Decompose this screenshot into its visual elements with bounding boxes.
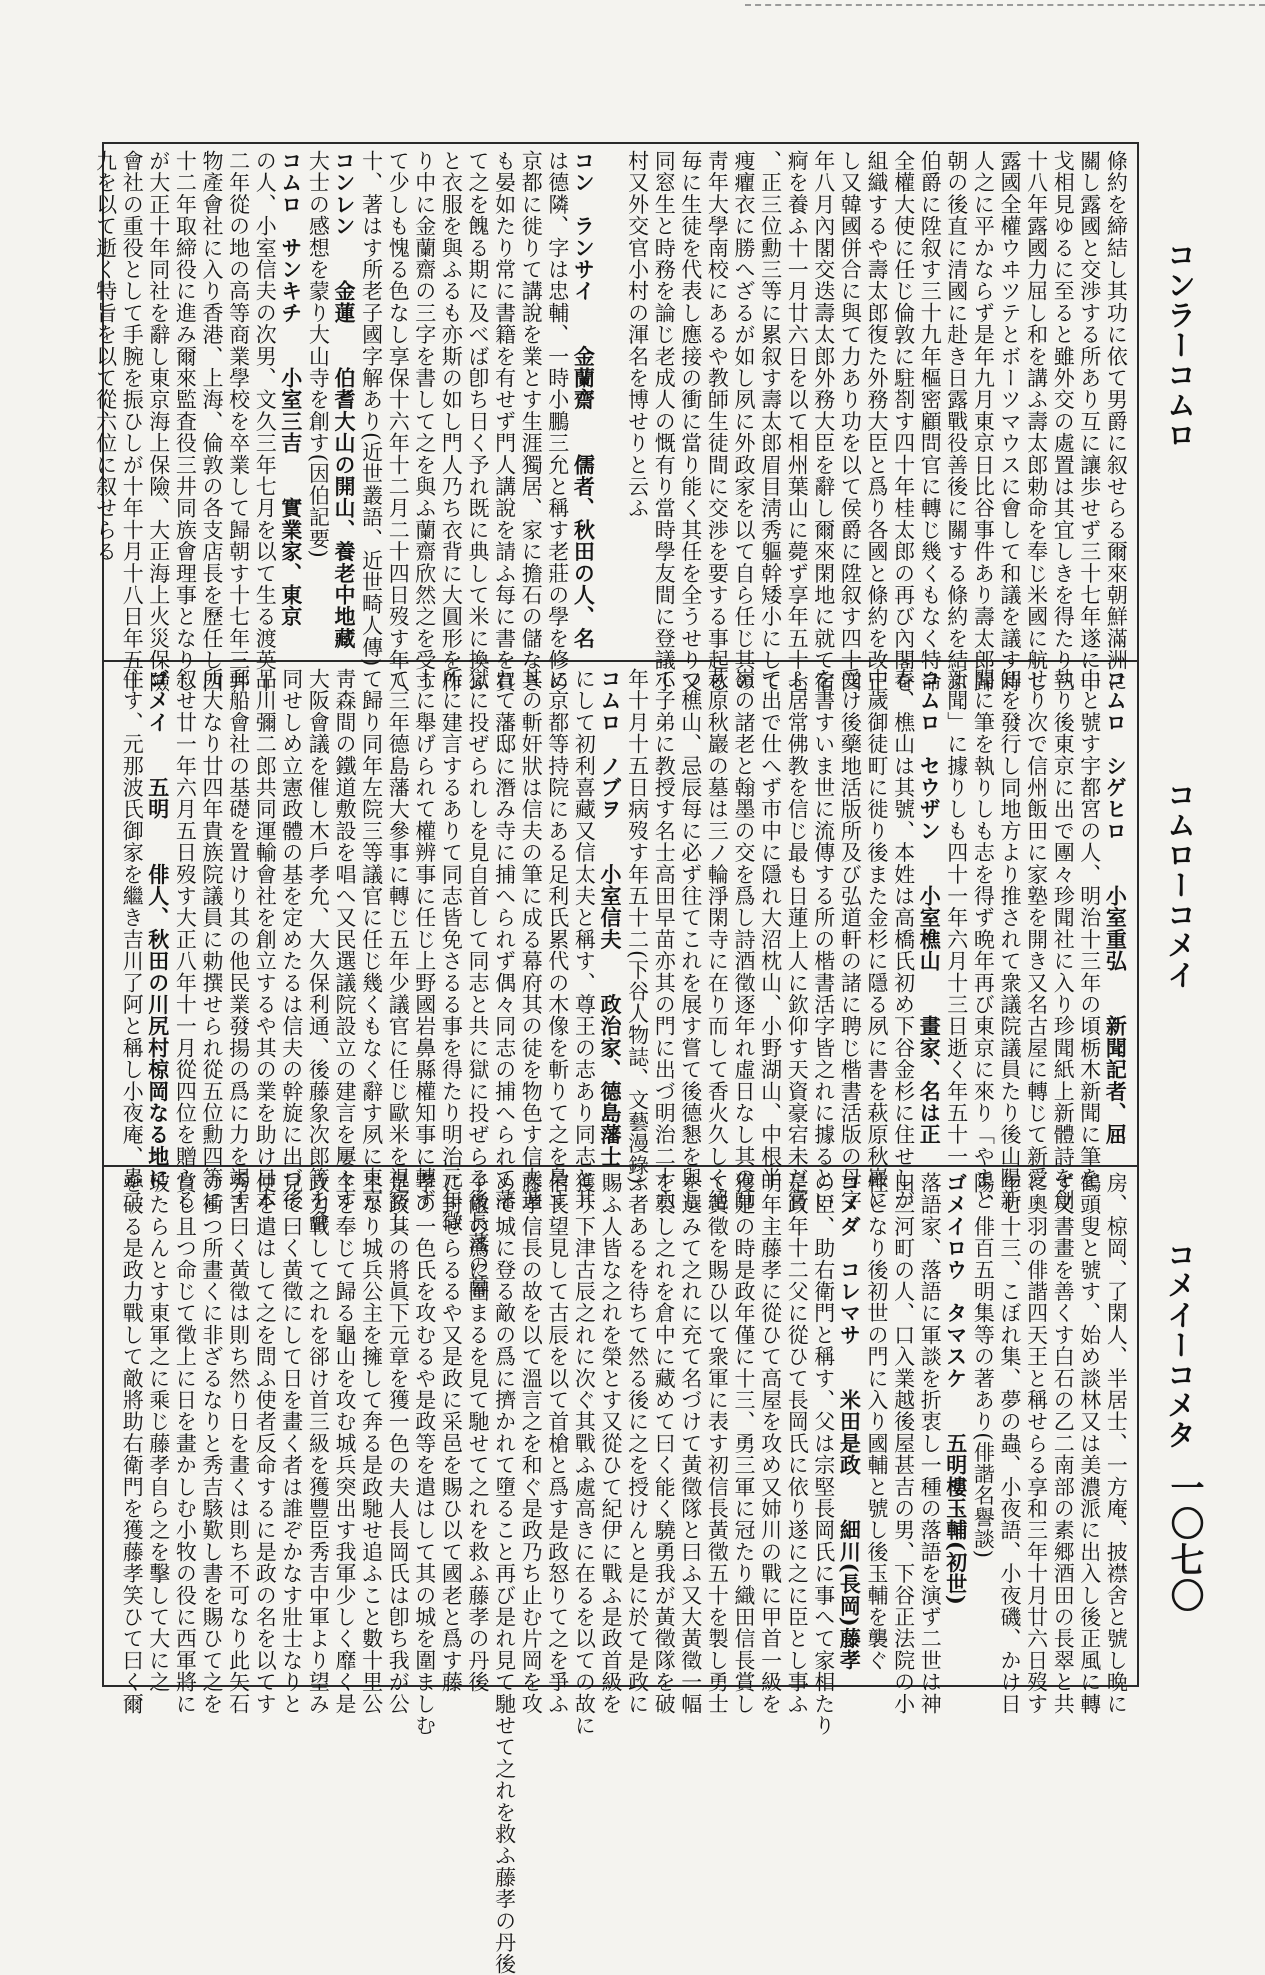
text-column: 賞し且つ命じて徵上に日を畫かしむ小牧の役に西軍將に [173,1172,198,1715]
text-column: 萩原秋巖の墓は三ノ輪淨閑寺に在り而して香火久しく絕 [705,668,730,1211]
text-column: れて藩邸に潛み寺に捕へられず偶々同志の捕へられて藩 [492,668,517,1211]
text-column: 玻たらんとす東軍之に乘じ藤孝自ら之を擊して大に之 [146,1172,171,1693]
text-column: 信長望見して古辰を以て首槍と爲す是政怒りて之を爭ふ [545,1172,570,1715]
entry-heading: コンレン 金蓮 伯耆大山の開山、養老中地藏 [332,150,357,650]
text-column: 鶴頭叟と號す、始め談林又は美濃派に出入し後正風に轉 [1077,1172,1102,1715]
running-head-1: コンラーコムロ [1163,240,1197,450]
text-column: 會社の重役として手腕を振ひしが十年十月十八日年五十 [120,150,145,693]
text-column: 政力戰して之れを郤け首三級を獲豐臣秀吉中軍より望み [306,1172,331,1715]
text-column: せり次で信州飯田に家塾を開き又名古屋に轉じて新愛 [1024,668,1049,1189]
text-column: 主を奉じて歸る龜山を攻む城兵突出す我軍少しく靡く是 [333,1172,357,1715]
text-column: 叙せ廿一年六月五日歿す大正八年十一月從四位を贈らる [173,668,198,1211]
text-column: 田三河町の人、口入業越後屋甚吉の男、下谷正法院の小 [891,1172,916,1715]
text-column: て三年德島藩大參事に轉じ五年少議官に任じ歐米を視察し [386,668,411,1233]
text-column: 年七十三、こぼれ集、夢の蟲、小夜語、小夜磯、かけ日 [998,1172,1022,1715]
text-column: し又韓國併合に與て力あり功を以て侯爵に陞叙す四十四 [838,150,863,693]
text-column: て出で仕へず市中に隱れ大沼枕山、小野湖山、中根半 [758,668,783,1189]
text-column: 藤孝信長の故を以て溫言之を和ぐ是政乃ち止む片岡を攻 [519,1172,544,1715]
text-column: 明年主藤孝に從ひて高屋を攻め又姉川の戰に甲首一級を [758,1172,783,1715]
text-column: 孝の一色氏を攻むるや是政等を遣はして其の城を圍ましむ [412,1172,437,1737]
band-upper [93,150,1129,693]
text-column: 落語家、落語に軍談を折衷し一種の落語を演ず二世は神 [918,1172,943,1715]
text-column: 關し露國と交渉する所あり互に讓歩せず三十七年遂に干 [1077,150,1102,693]
text-column: 執り後東京に出で團々珍聞社に入り珍聞紙上新體詩を創 [1051,668,1076,1211]
text-column: つ樵山、忌辰每に必ず往てこれを展す嘗て後德懇を與し [678,668,703,1211]
text-column: 嶺の諸老と翰墨の交を爲し詩酒徵逐年れ虛日なし其の師 [732,668,756,1211]
text-column: 物產會社に入り香港、上海、倫敦の各支店長を歷任し四 [200,150,224,693]
text-column: て之を餽る期に及べば卽ち日く予れ既に典して米に換ふ [466,150,490,693]
text-column: が大正十年同社を辭し東京海上保險、大正海上火災保險 [146,150,171,693]
entry-heading: コムロ シゲヒロ 小室重弘 新聞記者、屈 [1103,668,1129,1146]
text-column: 知を發行し同地方より推されて衆議院議員たり後山陽新 [998,668,1022,1211]
text-column: 房、椋岡、了閑人、半居士、一方庵、披襟舍と號し晩に [1104,1172,1129,1715]
text-column: 二年從の地の高等商業學校を卒業して歸朝す十七年三井 [226,150,251,693]
text-column: 十二年取締役に進み爾來監査役三井同族會理事となりし [173,150,198,693]
text-column: に京都等持院にある足利氏累代の木像を斬りて之を梟す [545,668,570,1211]
text-column: 靑森間の鐵道敷設を唱へ又民選議院設立の建言を屢々す [333,668,357,1211]
text-column: 村又外交官小村の渾名を博せりと云ふ [625,150,650,519]
entry-heading: コン ランサイ 金蘭齋 儒者、秋田の人、名 [571,150,597,650]
text-column: めて城に登る敵の爲に擠かれて墮ること再び是れ見て馳せて之れを救ふ藤孝の丹後 [492,1172,517,1975]
text-column: を製し之れを倉中に藏めて曰く能く驍勇我が黃徵隊を破 [652,1172,677,1715]
text-column: 戈相見ゆるに至ると雖外交の處置は其宜しきを得たり三 [1051,150,1076,693]
text-column: 伯爵に陞叙す三十九年樞密顧問官に轉じ幾くもなく特命 [918,150,943,693]
text-column: 賜ふ人皆な之れを榮とす又從ひて紀伊に戰ふ是政首級を [599,1172,623,1715]
text-column: 人之に平かならず是年九月東京日比谷事件あり壽太郎歸 [971,150,996,693]
entry-heading: コムロ ノブヲ 小室信夫 政治家、德島藩士 [598,668,623,1168]
text-column: 所に建言するありて同志皆免さるる事を得たり明治元年徵 [439,668,464,1233]
text-column: 新聞」に據りしも四十一年六月十三日逝く年五十一 [944,668,969,1168]
text-column: て歸り同年左院三等議官に任じ幾くもなく辭す夙に東京 [359,668,384,1211]
text-column: 組織するや壽太郎復た外務大臣と爲り各國と條約を改正 [865,150,889,693]
text-column: 陽、俳百五明集等の著あり(俳諧名譽談) [971,1172,996,1559]
text-column: 靑年大學南校にあるや教師生徒間に交渉を要する事起る [705,150,730,693]
text-column: 年十月十五日病歿す年五十二(下谷人物誌、文藝漫錄) [625,668,650,1185]
text-column: 秀吉曰く黃徵は則ち然り日を畫くは則ち不可なり此矢石 [226,1172,251,1715]
text-column: 條約を締結し其功に依て男爵に叙せらる爾來朝鮮滿洲に [1104,150,1129,693]
band-lower [112,1172,1129,1975]
text-column: て少しも愧る色なし享保十六年十二月二十四日歿す年八 [386,150,411,693]
text-column: も晏如たり常に書籍を有せず門人講說を請ふ每に書を買 [492,150,517,693]
entry-heading: コメダ コレマサ 米田是政 細川(長岡)藤孝 [837,1172,863,1671]
text-column: 九を以て逝く特旨を以て從六位に叙せらる [93,150,118,563]
text-column: 同せしめ立憲政體の基を定めたるは信夫の幹旋に出づ後 [279,668,304,1211]
text-column: 子敵の爲に圍まるを見て馳せて之れを救ふ藤孝の丹後 [466,1172,490,1693]
text-column: に封ぜらるるや又是政に采邑を賜ひ以て國老と爲す藤 [439,1172,464,1693]
text-column: 毎に生徒を代表し應接の衝に當り能く其任を全うせり又 [678,150,703,693]
text-column: ふ居常佛教を信じ最も日蓮上人に欽仰す天資豪宕未だ嘗 [785,668,810,1211]
text-column: と衣服を與ふるも亦斯の如し門人乃ち衣背に大圓形を作 [439,150,464,693]
entry-heading: ゴメイロウ タマスケ 五明樓玉輔(初世) [943,1172,969,1606]
text-column: 見て曰く黃徵にして日を畫く者は誰ぞかなす壯士なりと [279,1172,304,1715]
text-column: て子弟に教授す名士高田早苗亦其の門に出づ明治二十六 [652,668,677,1211]
text-column: を選みて之れに充て名づけて黃徵隊と曰ふ又大黃徵一幅 [678,1172,703,1715]
text-column: 大阪會議を催し木戶孝允、大久保利通、後藤象次郎等を會 [306,668,331,1233]
top-edge-mark [745,4,1265,6]
text-column: 山と號す宇都宮の人、明治十三年の頃栃木新聞に筆を [1077,668,1102,1189]
entry-heading: ゴメイ 五明 俳人、秋田の川尻村椋岡なる地に [145,668,171,1189]
text-column: ふ者あるを待ちて然る後に之を授けんと是に於て是政に [625,1172,650,1715]
text-column: 同窓生と時務を論じ老成人の慨有り當時學友間に登議小 [652,150,677,693]
text-column: の人、小室信夫の次男、文久三年七月を以て生る渡英十 [253,150,278,693]
text-column: 痾を養ふ十一月廿六日を以て相州葉山に薨ず享年五十七 [785,150,810,693]
text-column: 十八年露國力屈し和を講ふ壽太郎勅命を奉じ米國に航し [1024,150,1049,693]
text-column: 所大なり廿四年貴族院議員に勅撰せられ從五位勳四等に [200,668,224,1211]
text-column: にして初利喜藏又信太夫と稱す、尊王の志あり同志と共 [572,668,597,1211]
text-column: 是政其の將眞下元章を獲一色の夫人長岡氏は卽ち我が公 [386,1172,411,1715]
text-column: 是政年十二父に從ひて長岡氏に依り遂に之に臣とし事ふ [785,1172,810,1715]
text-column: 使を遣はして之を問ふ使者反命するに是政の名を以てす [253,1172,278,1715]
text-column: 中歲御徒町に徙り後また金杉に隱る夙に書を萩原秋巖に [865,668,889,1211]
text-column: 痩癯衣に勝へざるが如し夙に外政家を以て自ら任じ其の [732,150,756,693]
text-column: 全權大使に任じ倫敦に駐剳す四十年桂太郎の再び內閣を [891,150,916,693]
text-column: 獲是の時是政年僅に十三、勇三軍に冠たり織田信長賞し [732,1172,756,1715]
text-column: 獲り下津古辰之れに次ぐ其戰ふ處高きに在るを以ての故に [572,1172,597,1737]
text-column: は德隣、字は忠輔、一時小鵬三允と稱す老莊の學を修め [545,150,570,693]
text-column: 主なり城兵公主を擁して奔る是政馳せ追ふこと數十里公 [359,1172,384,1715]
text-column: 住す、元那波氏御家を繼き吉川了阿と稱し小夜庵、蟲二 [120,668,145,1211]
text-column: を破る是政力戰して敵將助右衛門を獲藤孝笑ひて曰く爾 [120,1172,145,1715]
text-column: 受け後藥地活版所及び弘道軒の諸に聘じ楷書活版の母字 [838,668,863,1211]
text-column: 獄に投ぜられしを見自首して同志と共に獄に投ぜらる後長藩の幕 [466,668,490,1298]
band-middle [112,668,1129,1298]
text-column: 年八月內閣交迭壽太郎外務大臣を辭し爾來閑地に就て宿 [811,150,836,693]
entry-heading: コムロ セウザン 小室樵山 畫家、名は正 [917,668,943,1146]
text-column: 露國全權ウヰツテとボーツマウスに會して和議を議す時 [998,150,1022,693]
text-column: を書すいま世に流傳する所の楷書活字皆之れに據るとい [811,668,836,1211]
text-column: 士に舉げられて權辨事に任じ上野國岩鼻縣權知事に轉ず [412,668,437,1211]
text-column: 、正三位勳三等に累叙す壽太郎眉目淸秀軀幹矮小にして [758,150,783,693]
entry-heading: コムロ サンキチ 小室三吉 實業家、東京 [278,150,304,628]
text-column: 聞に筆を執りしも志を得ず晩年再び東京に來り「やまと [971,668,996,1211]
text-column: 十、著はす所老子國字解あり(近世叢語、近世畸人傳) [359,150,384,667]
text-column: の衝つ所畫くに非ざるなりと秀吉駭歎し書を賜ひて之を [200,1172,224,1715]
running-head-3: コメイーコメタ [1163,1240,1197,1450]
page-number: 一〇七〇 [1164,1470,1204,1614]
text-column: ず又書畫を善くす白石の乙二南部の素郷酒田の長翠と共 [1051,1172,1076,1715]
text-column: 性となり後初世の門に入り國輔と號し後玉輔を襲ぐ [865,1172,889,1672]
text-column: 品川彌二郎共同運輸會社を創立するや其の業を助け日本 [253,668,278,1211]
text-column: 郵船會社の基礎を置けり其の他民業發揚の爲に力を竭す [226,668,251,1211]
text-column: り中に金蘭齋の三字を書して之を與ふ蘭齋欣然之を受う [412,150,437,693]
text-column: 春、樵山は其號、本姓は高橋氏初め下谷金杉に住せしが [891,668,916,1211]
text-column: 京都に徙りて講說を業とす生涯獨居、家に擔石の儲なき [519,150,544,693]
text-column: て黃徵を賜ひ以て衆軍に表す初信長黃徵五十を製し勇士 [705,1172,730,1715]
text-column: に奧羽の俳諧四天王と稱せらる享和三年十月廿六日歿す [1024,1172,1049,1715]
text-column: 朝の後直に清國に赴き日露戰役善後に關する條約を結ぶ [944,150,969,693]
text-column: 其の斬奸狀は信夫の筆に成る幕府其の徒を物色す信夫遁 [519,668,544,1211]
text-column: の臣、助右衛門と稱す、父は宗堅長岡氏に事へて家相たり [811,1172,836,1737]
running-head-2: コムローコメイ [1163,780,1197,990]
text-column: 大士の感想を蒙り大山寺を創す(因伯記要) [306,150,331,559]
